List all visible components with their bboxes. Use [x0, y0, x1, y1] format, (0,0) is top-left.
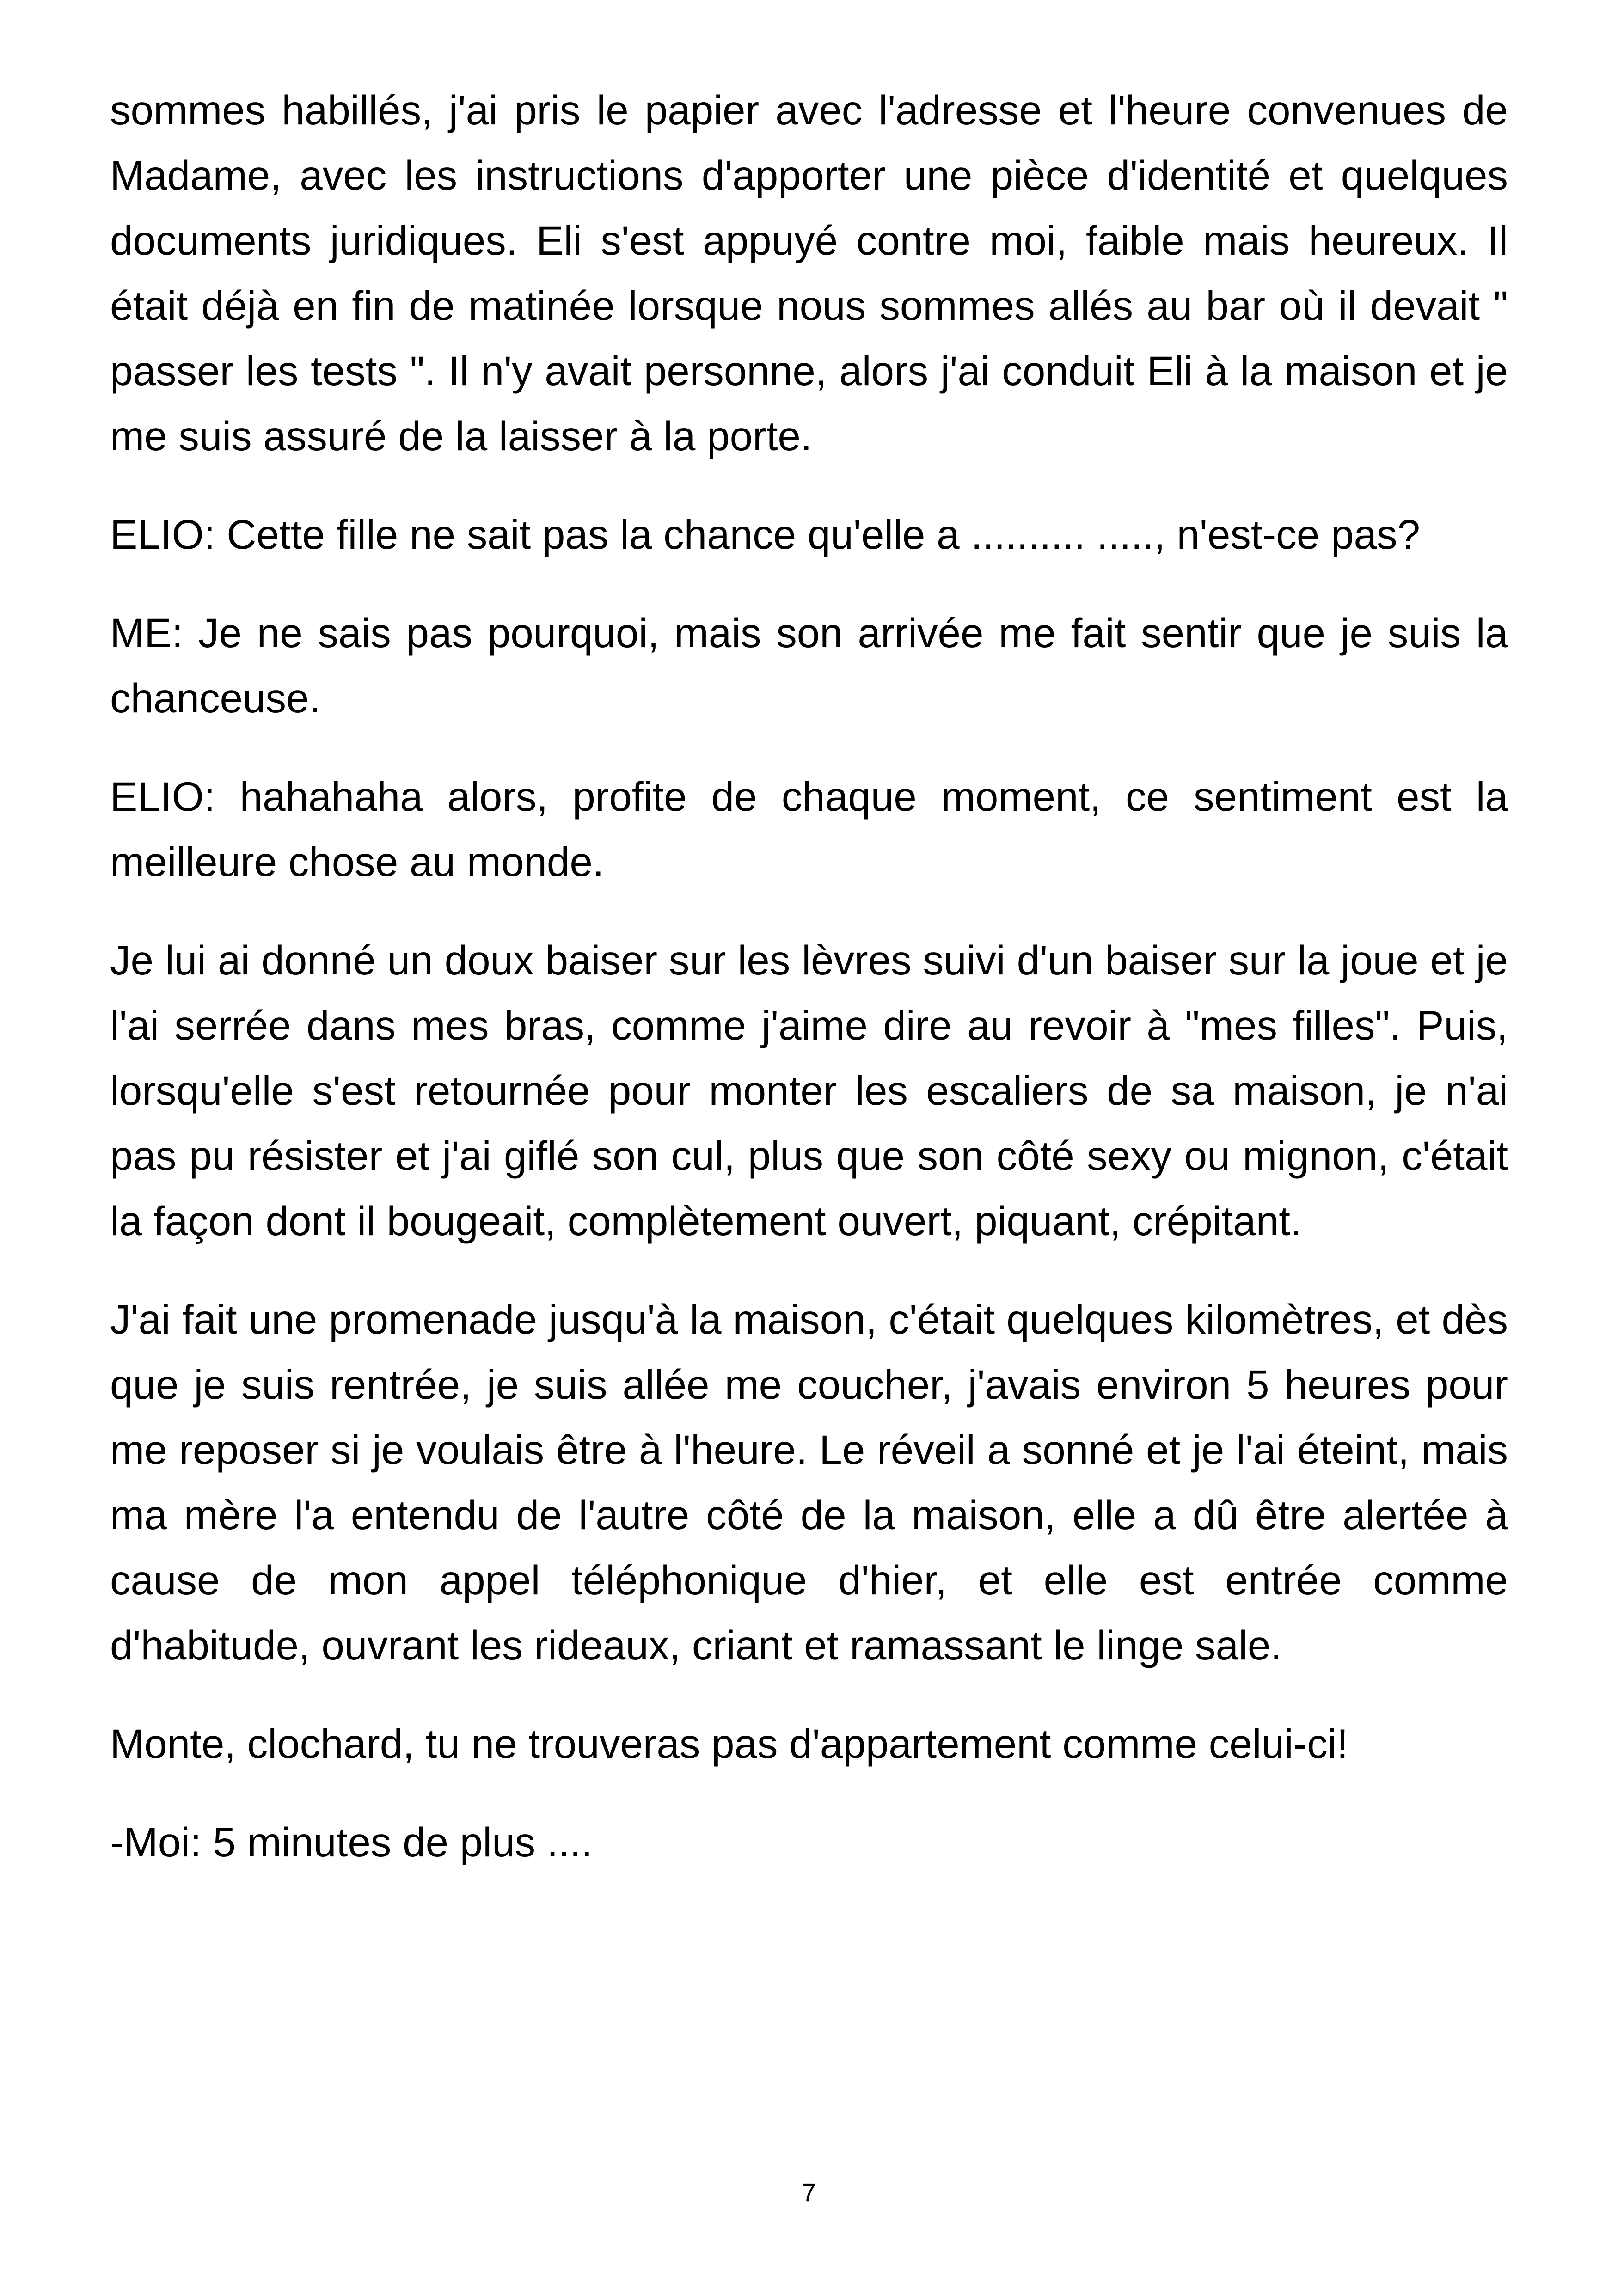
paragraph-8: -Moi: 5 minutes de plus ....	[110, 1819, 593, 1865]
paragraph-5: Je lui ai donné un doux baiser sur les lèvres suivi d'un baiser sur la joue et je l'ai serrée dans mes bras, comme j'aime dire au revoir à "mes filles". Puis, lorsqu'elle s'est retournée pour monter les escaliers de sa maison, je n'ai pas pu résister et j'ai giflé son cul, plus que son côté sexy ou mignon, c'était la façon dont il bougeait, complètement ouvert, piquant, crépitant.	[110, 937, 1508, 1244]
paragraph-3: ME: Je ne sais pas pourquoi, mais son arrivée me fait sentir que je suis la chanceuse.	[110, 610, 1508, 721]
document-body	[110, 78, 1508, 1908]
paragraph-2: ELIO: Cette fille ne sait pas la chance qu'elle a .......... ....., n'est-ce pas?	[110, 511, 1421, 557]
paragraph-4: ELIO: hahahaha alors, profite de chaque moment, ce sentiment est la meilleure chose au monde.	[110, 773, 1508, 885]
page-number: 7	[802, 2178, 816, 2207]
paragraph-6: J'ai fait une promenade jusqu'à la maison, c'était quelques kilomètres, et dès que je suis rentrée, je suis allée me coucher, j'avais environ 5 heures pour me reposer si je voulais être à l'heure. Le réveil a sonné et je l'ai éteint, mais ma mère l'a entendu de l'autre côté de la maison, elle a dû être alertée à cause de mon appel téléphonique d'hier, et elle est entrée comme d'habitude, ouvrant les rideaux, criant et ramassant le linge sale.	[110, 1296, 1508, 1668]
paragraph-7: Monte, clochard, tu ne trouveras pas d'appartement comme celui-ci!	[110, 1720, 1348, 1767]
paragraph-1: sommes habillés, j'ai pris le papier avec l'adresse et l'heure convenues de Madame, avec les instructions d'apporter une pièce d'identité et quelques documents juridiques. Eli s'est appuyé contre moi, faible mais heureux. Il était déjà en fin de matinée lorsque nous sommes allés au bar où il devait " passer les tests ". Il n'y avait personne, alors j'ai conduit Eli à la maison et je me suis assuré de la laisser à la porte.	[110, 87, 1508, 459]
